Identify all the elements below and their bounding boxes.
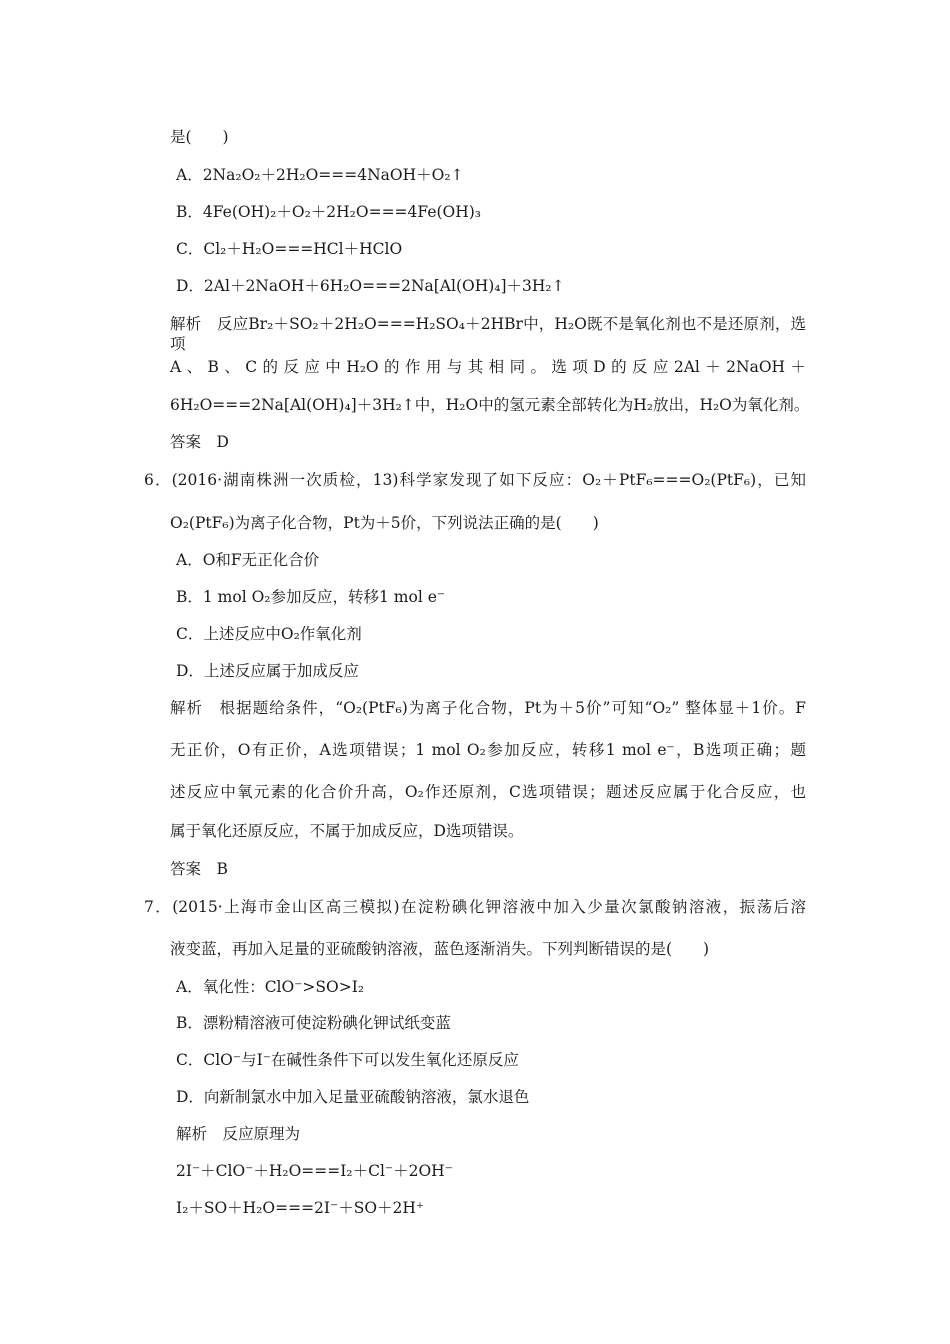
analysis-line: A、B、C的反应中H₂O的作用与其相同。选项D的反应2Al＋2NaOH＋: [170, 358, 806, 376]
option-d: D．上述反应属于加成反应: [176, 662, 359, 680]
question-stem-tail: 是( ): [170, 128, 229, 146]
analysis-line: 属于氧化还原反应，不属于加成反应，D选项错误。: [170, 822, 524, 840]
analysis-line: 解析 根据题给条件，“O₂(PtF₆)为离子化合物，Pt为＋5价”可知“O₂” 整体显＋1价。F: [170, 699, 806, 717]
option-a: A．O和F无正化合价: [176, 551, 320, 569]
option-d: D．向新制氯水中加入足量亚硫酸钠溶液，氯水退色: [176, 1088, 530, 1106]
answer-line: 答案 D: [170, 433, 229, 451]
question-6-stem: O₂(PtF₆)为离子化合物，Pt为＋5价，下列说法正确的是( ): [170, 514, 599, 532]
equation-line: I₂＋SO＋H₂O===2I⁻＋SO＋2H⁺: [176, 1199, 425, 1217]
option-a: A．2Na₂O₂＋2H₂O===4NaOH＋O₂↑: [176, 166, 464, 184]
answer-line: 答案 B: [170, 860, 228, 878]
option-c: C．Cl₂＋H₂O===HCl＋HClO: [176, 240, 403, 258]
analysis-line: 无正价，O有正价，A选项错误；1 mol O₂参加反应，转移1 mol e⁻，B选项正确；题: [170, 741, 806, 759]
option-b: B．4Fe(OH)₂＋O₂＋2H₂O===4Fe(OH)₃: [176, 203, 482, 221]
analysis-line: 解析 反应原理为: [176, 1125, 301, 1143]
analysis-line: 6H₂O===2Na[Al(OH)₄]＋3H₂↑中，H₂O中的氢元素全部转化为H₂放出，H₂O为氧化剂。: [170, 396, 810, 414]
option-a: A．氧化性：ClO⁻>SO>I₂: [176, 978, 365, 996]
analysis-line: 解析 反应Br₂＋SO₂＋2H₂O===H₂SO₄＋2HBr中，H₂O既不是氧化剂也不是还原剂，选项: [170, 315, 806, 353]
option-d: D．2Al＋2NaOH＋6H₂O===2Na[Al(OH)₄]＋3H₂↑: [176, 277, 565, 295]
option-b: B．漂粉精溶液可使淀粉碘化钾试纸变蓝: [176, 1014, 451, 1032]
question-7-stem: 7．(2015·上海市金山区高三模拟)在淀粉碘化钾溶液中加入少量次氯酸钠溶液，振荡后溶: [144, 898, 806, 916]
option-b: B．1 mol O₂参加反应，转移1 mol e⁻: [176, 588, 446, 606]
analysis-line: 述反应中氧元素的化合价升高，O₂作还原剂，C选项错误；题述反应属于化合反应，也: [170, 783, 806, 801]
option-c: C．ClO⁻与I⁻在碱性条件下可以发生氧化还原反应: [176, 1051, 519, 1069]
option-c: C．上述反应中O₂作氧化剂: [176, 625, 362, 643]
question-6-stem: 6．(2016·湖南株洲一次质检，13)科学家发现了如下反应：O₂＋PtF₆===O₂(PtF₆)，已知: [144, 471, 806, 489]
equation-line: 2I⁻＋ClO⁻＋H₂O===I₂＋Cl⁻＋2OH⁻: [176, 1162, 453, 1180]
question-7-stem: 液变蓝，再加入足量的亚硫酸钠溶液，蓝色逐渐消失。下列判断错误的是( ): [170, 940, 710, 958]
